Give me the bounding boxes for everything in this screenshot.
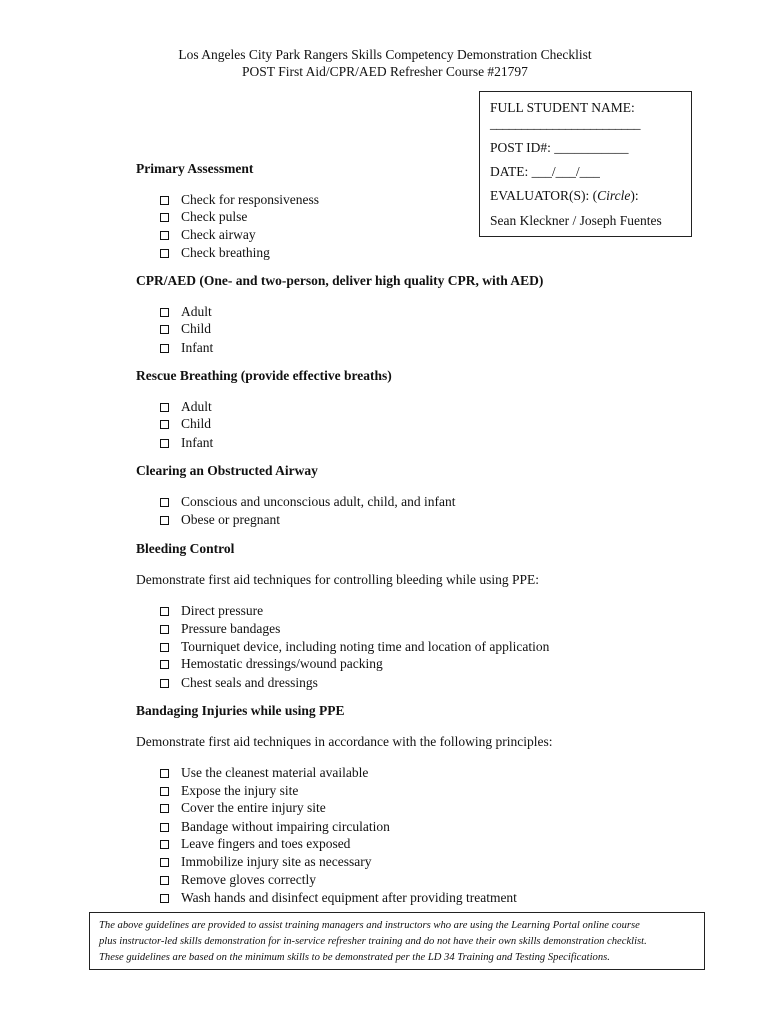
post-id-field[interactable]: POST ID#: ___________ [490, 140, 629, 155]
checklist-item: Use the cleanest material available [181, 765, 369, 780]
checklist-item: Child [181, 321, 212, 336]
footer-note [89, 912, 705, 970]
checkbox[interactable] [160, 196, 169, 205]
checklist-item: Bandage without impairing circulation [181, 819, 390, 834]
checkbox[interactable] [160, 894, 169, 903]
checkbox[interactable] [160, 660, 169, 669]
checkbox[interactable] [160, 858, 169, 867]
section-heading-cpr-aed: CPR/AED (One- and two-person, deliver high quality CPR, with AED) [136, 273, 544, 288]
evaluator-names: Sean Kleckner / Joseph Fuentes [490, 213, 662, 228]
checklist-item: Expose the injury site [181, 783, 299, 798]
checklist-item: Infant [181, 340, 214, 355]
checklist-item: Leave fingers and toes exposed [181, 836, 351, 851]
checklist-item: Pressure bandages [181, 621, 281, 636]
checkbox[interactable] [160, 439, 169, 448]
checkbox[interactable] [160, 308, 169, 317]
checklist-item: Adult [181, 399, 212, 414]
document-title: Los Angeles City Park Rangers Skills Competency Demonstration Checklist [178, 47, 592, 62]
checklist-item: Check pulse [181, 209, 248, 224]
footer-line: plus instructor-led skills demonstration for in-service refresher training and do not have their own skills demonstration checklist. [99, 936, 647, 947]
checkbox[interactable] [160, 787, 169, 796]
checklist-item: Check airway [181, 227, 256, 242]
checkbox[interactable] [160, 516, 169, 525]
evaluator-label: EVALUATOR(S): (Circle): [490, 188, 639, 203]
checklist-item: Direct pressure [181, 603, 264, 618]
student-name-label: FULL STUDENT NAME: [490, 100, 635, 115]
checkbox[interactable] [160, 403, 169, 412]
checkbox[interactable] [160, 420, 169, 429]
checkbox[interactable] [160, 876, 169, 885]
section-heading-bleeding-control: Bleeding Control [136, 541, 235, 556]
checklist-item: Infant [181, 435, 214, 450]
checklist-item: Immobilize injury site as necessary [181, 854, 372, 869]
checkbox[interactable] [160, 498, 169, 507]
checklist-item: Child [181, 416, 212, 431]
checklist-item: Cover the entire injury site [181, 800, 326, 815]
footer-line: The above guidelines are provided to assist training managers and instructors who are using the Learning Portal online course [99, 920, 640, 931]
section-heading-bandaging-injuries: Bandaging Injuries while using PPE [136, 703, 345, 718]
checklist-item: Obese or pregnant [181, 512, 280, 527]
checklist-item: Conscious and unconscious adult, child, and infant [181, 494, 456, 509]
section-heading-obstructed-airway: Clearing an Obstructed Airway [136, 463, 318, 478]
checklist-item: Tourniquet device, including noting time and location of application [181, 639, 550, 654]
checklist-item: Chest seals and dressings [181, 675, 318, 690]
checklist-item: Wash hands and disinfect equipment after providing treatment [181, 890, 517, 905]
section-intro: Demonstrate first aid techniques for controlling bleeding while using PPE: [136, 572, 540, 587]
checklist-item: Check breathing [181, 245, 270, 260]
checkbox[interactable] [160, 804, 169, 813]
section-heading-rescue-breathing: Rescue Breathing (provide effective breaths) [136, 368, 392, 383]
checkbox[interactable] [160, 607, 169, 616]
student-name-blank[interactable]: ________________________ [490, 116, 640, 131]
checkbox[interactable] [160, 625, 169, 634]
checklist-item: Hemostatic dressings/wound packing [181, 656, 383, 671]
section-heading-primary-assessment: Primary Assessment [136, 161, 254, 176]
footer-line: These guidelines are based on the minimum skills to be demonstrated per the LD 34 Training and Testing Specifications. [99, 952, 610, 963]
checkbox[interactable] [160, 231, 169, 240]
checkbox[interactable] [160, 679, 169, 688]
date-field[interactable]: DATE: ___/___/___ [490, 164, 600, 179]
section-intro: Demonstrate first aid techniques in accordance with the following principles: [136, 734, 553, 749]
course-subtitle: POST First Aid/CPR/AED Refresher Course #21797 [242, 64, 528, 79]
checkbox[interactable] [160, 643, 169, 652]
checkbox[interactable] [160, 344, 169, 353]
checklist-item: Check for responsiveness [181, 192, 319, 207]
checkbox[interactable] [160, 325, 169, 334]
checklist-item: Remove gloves correctly [181, 872, 316, 887]
checkbox[interactable] [160, 213, 169, 222]
checkbox[interactable] [160, 769, 169, 778]
checklist-item: Adult [181, 304, 212, 319]
student-info-box [479, 91, 692, 237]
checkbox[interactable] [160, 823, 169, 832]
checkbox[interactable] [160, 249, 169, 258]
checkbox[interactable] [160, 840, 169, 849]
